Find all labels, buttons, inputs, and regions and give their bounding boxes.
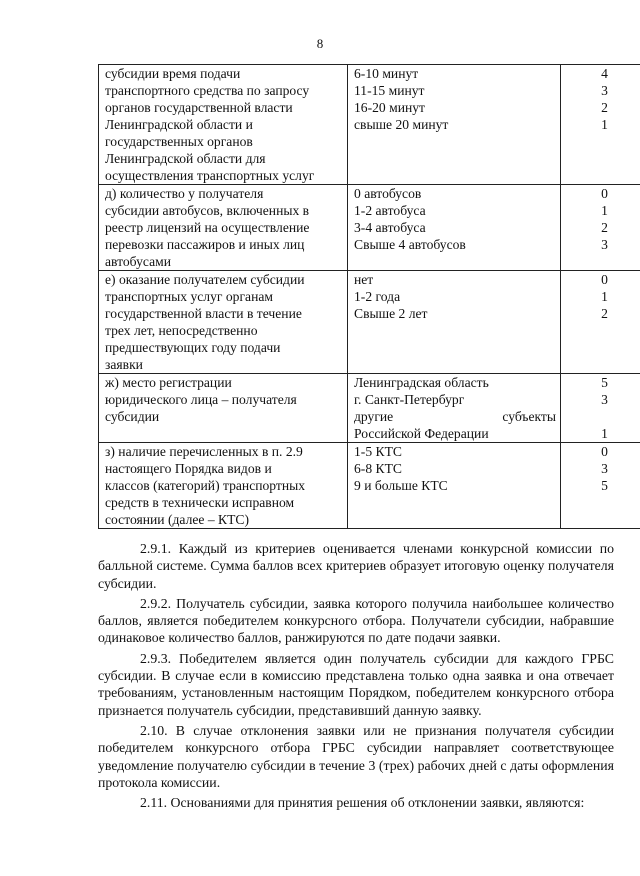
score-value: 1 xyxy=(601,426,608,441)
criterion-line: перевозки пассажиров и иных лиц xyxy=(105,237,305,252)
table-row xyxy=(99,65,640,185)
option-cell xyxy=(348,65,561,185)
score-value: 0 xyxy=(601,444,608,459)
score-cell xyxy=(561,443,640,529)
score-value: 1 xyxy=(601,117,608,132)
score-cell xyxy=(561,185,640,271)
score-value: 3 xyxy=(601,83,608,98)
criterion-cell xyxy=(99,185,348,271)
score-value: 2 xyxy=(601,220,608,235)
criterion-line: субсидии время подачи xyxy=(105,66,241,81)
criterion-line: Ленинградской области для xyxy=(105,151,266,166)
paragraph: 2.11. Основаниями для принятия решения об отклонении заявки, являются: xyxy=(140,795,585,811)
criterion-line: государственной власти в течение xyxy=(105,306,302,321)
criterion-cell xyxy=(99,65,348,185)
score-value: 0 xyxy=(601,272,608,287)
option-cell xyxy=(348,374,561,443)
score-cell xyxy=(561,374,640,443)
criterion-line: органов государственной власти xyxy=(105,100,293,115)
criterion-line: д) количество у получателя xyxy=(105,186,264,201)
paragraph: 2.10. В случае отклонения заявки или не признания получателя субсидии победителем конкурсного отбора ГРБС субсидии направляет соответствующее уведомление получателю субсидии в течение 3 (трех) рабочих дней с даты оформления протокола комиссии. xyxy=(98,722,614,790)
option-value: Ленинградская область xyxy=(354,375,489,390)
score-value: 3 xyxy=(601,237,608,252)
criterion-line: автобусами xyxy=(105,254,171,269)
score-value: 2 xyxy=(601,100,608,115)
option-cell xyxy=(348,185,561,271)
criterion-line: средств в технически исправном xyxy=(105,495,295,510)
score-value: 3 xyxy=(601,461,608,476)
criterion-line: з) наличие перечисленных в п. 2.9 xyxy=(105,444,303,459)
criterion-cell xyxy=(99,374,348,443)
option-value: свыше 20 минут xyxy=(354,117,449,132)
table-row xyxy=(99,185,640,271)
criterion-line: настоящего Порядка видов и xyxy=(105,461,272,476)
option-value: другие субъекты xyxy=(354,409,556,424)
criteria-table xyxy=(98,64,640,529)
option-value: Российской Федерации xyxy=(354,426,489,441)
criterion-line: субсидии xyxy=(105,409,160,424)
option-value: 6-8 КТС xyxy=(354,461,402,476)
paragraph: 2.9.1. Каждый из критериев оценивается членами конкурсной комиссии по балльной системе. Сумма баллов всех критериев образует итоговую оценку получателя субсидии. xyxy=(98,541,614,591)
page-number: 8 xyxy=(316,36,324,51)
option-cell xyxy=(348,443,561,529)
option-cell xyxy=(348,271,561,374)
score-value: 5 xyxy=(601,478,608,493)
criterion-line: трех лет, непосредственно xyxy=(105,323,258,338)
option-value: 0 автобусов xyxy=(354,186,422,201)
score-spacer xyxy=(567,408,640,425)
option-value: Свыше 4 автобусов xyxy=(354,237,466,252)
option-value: нет xyxy=(354,272,374,287)
score-value: 1 xyxy=(601,203,608,218)
score-value: 2 xyxy=(601,306,608,321)
table-row xyxy=(99,271,640,374)
score-cell xyxy=(561,65,640,185)
table-row xyxy=(99,443,640,529)
criterion-line: состоянии (далее – КТС) xyxy=(105,512,249,527)
criterion-line: транспортных услуг органам xyxy=(105,289,273,304)
criterion-cell xyxy=(99,271,348,374)
option-value: 3-4 автобуса xyxy=(354,220,426,235)
criterion-line: заявки xyxy=(105,357,143,372)
criterion-line: Ленинградской области и xyxy=(105,117,253,132)
option-value: 6-10 минут xyxy=(354,66,419,81)
criterion-line: государственных органов xyxy=(105,134,253,149)
criterion-line: предшествующих году подачи xyxy=(105,340,281,355)
option-value: 1-5 КТС xyxy=(354,444,402,459)
option-value: 1-2 автобуса xyxy=(354,203,426,218)
option-value: 1-2 года xyxy=(354,289,401,304)
option-value: Свыше 2 лет xyxy=(354,306,428,321)
score-value: 5 xyxy=(601,375,608,390)
criterion-line: осуществления транспортных услуг xyxy=(105,168,315,183)
criterion-line: классов (категорий) транспортных xyxy=(105,478,306,493)
body-text xyxy=(98,540,614,814)
option-value: г. Санкт-Петербург xyxy=(354,392,465,407)
option-value: 16-20 минут xyxy=(354,100,426,115)
criterion-line: субсидии автобусов, включенных в xyxy=(105,203,310,218)
criterion-line: юридического лица – получателя xyxy=(105,392,297,407)
criteria-table-body xyxy=(99,65,640,529)
criterion-line: реестр лицензий на осуществление xyxy=(105,220,310,235)
paragraph: 2.9.2. Получатель субсидии, заявка которого получила наибольшее количество баллов, является победителем конкурсного отбора. Получатели субсидии, набравшие одинаковое количество баллов, ранжируются по дате подачи заявки. xyxy=(98,595,614,646)
score-value: 0 xyxy=(601,186,608,201)
criterion-cell xyxy=(99,443,348,529)
score-value: 1 xyxy=(601,289,608,304)
criterion-line: е) оказание получателем субсидии xyxy=(105,272,305,287)
score-value: 4 xyxy=(601,66,608,81)
score-value: 3 xyxy=(601,392,608,407)
option-value: 11-15 минут xyxy=(354,83,425,98)
table-row xyxy=(99,374,640,443)
paragraph: 2.9.3. Победителем является один получатель субсидии для каждого ГРБС субсидии. В случае если в комиссию представлена только одна заявка и она отвечает требованиям, установленным настоящим Порядком, победителем конкурсного отбора признается получатель субсидии, представивший данную заявку. xyxy=(98,650,614,718)
criterion-line: ж) место регистрации xyxy=(105,375,232,390)
score-cell xyxy=(561,271,640,374)
criterion-line: транспортного средства по запросу xyxy=(105,83,310,98)
option-value: 9 и больше КТС xyxy=(354,478,448,493)
